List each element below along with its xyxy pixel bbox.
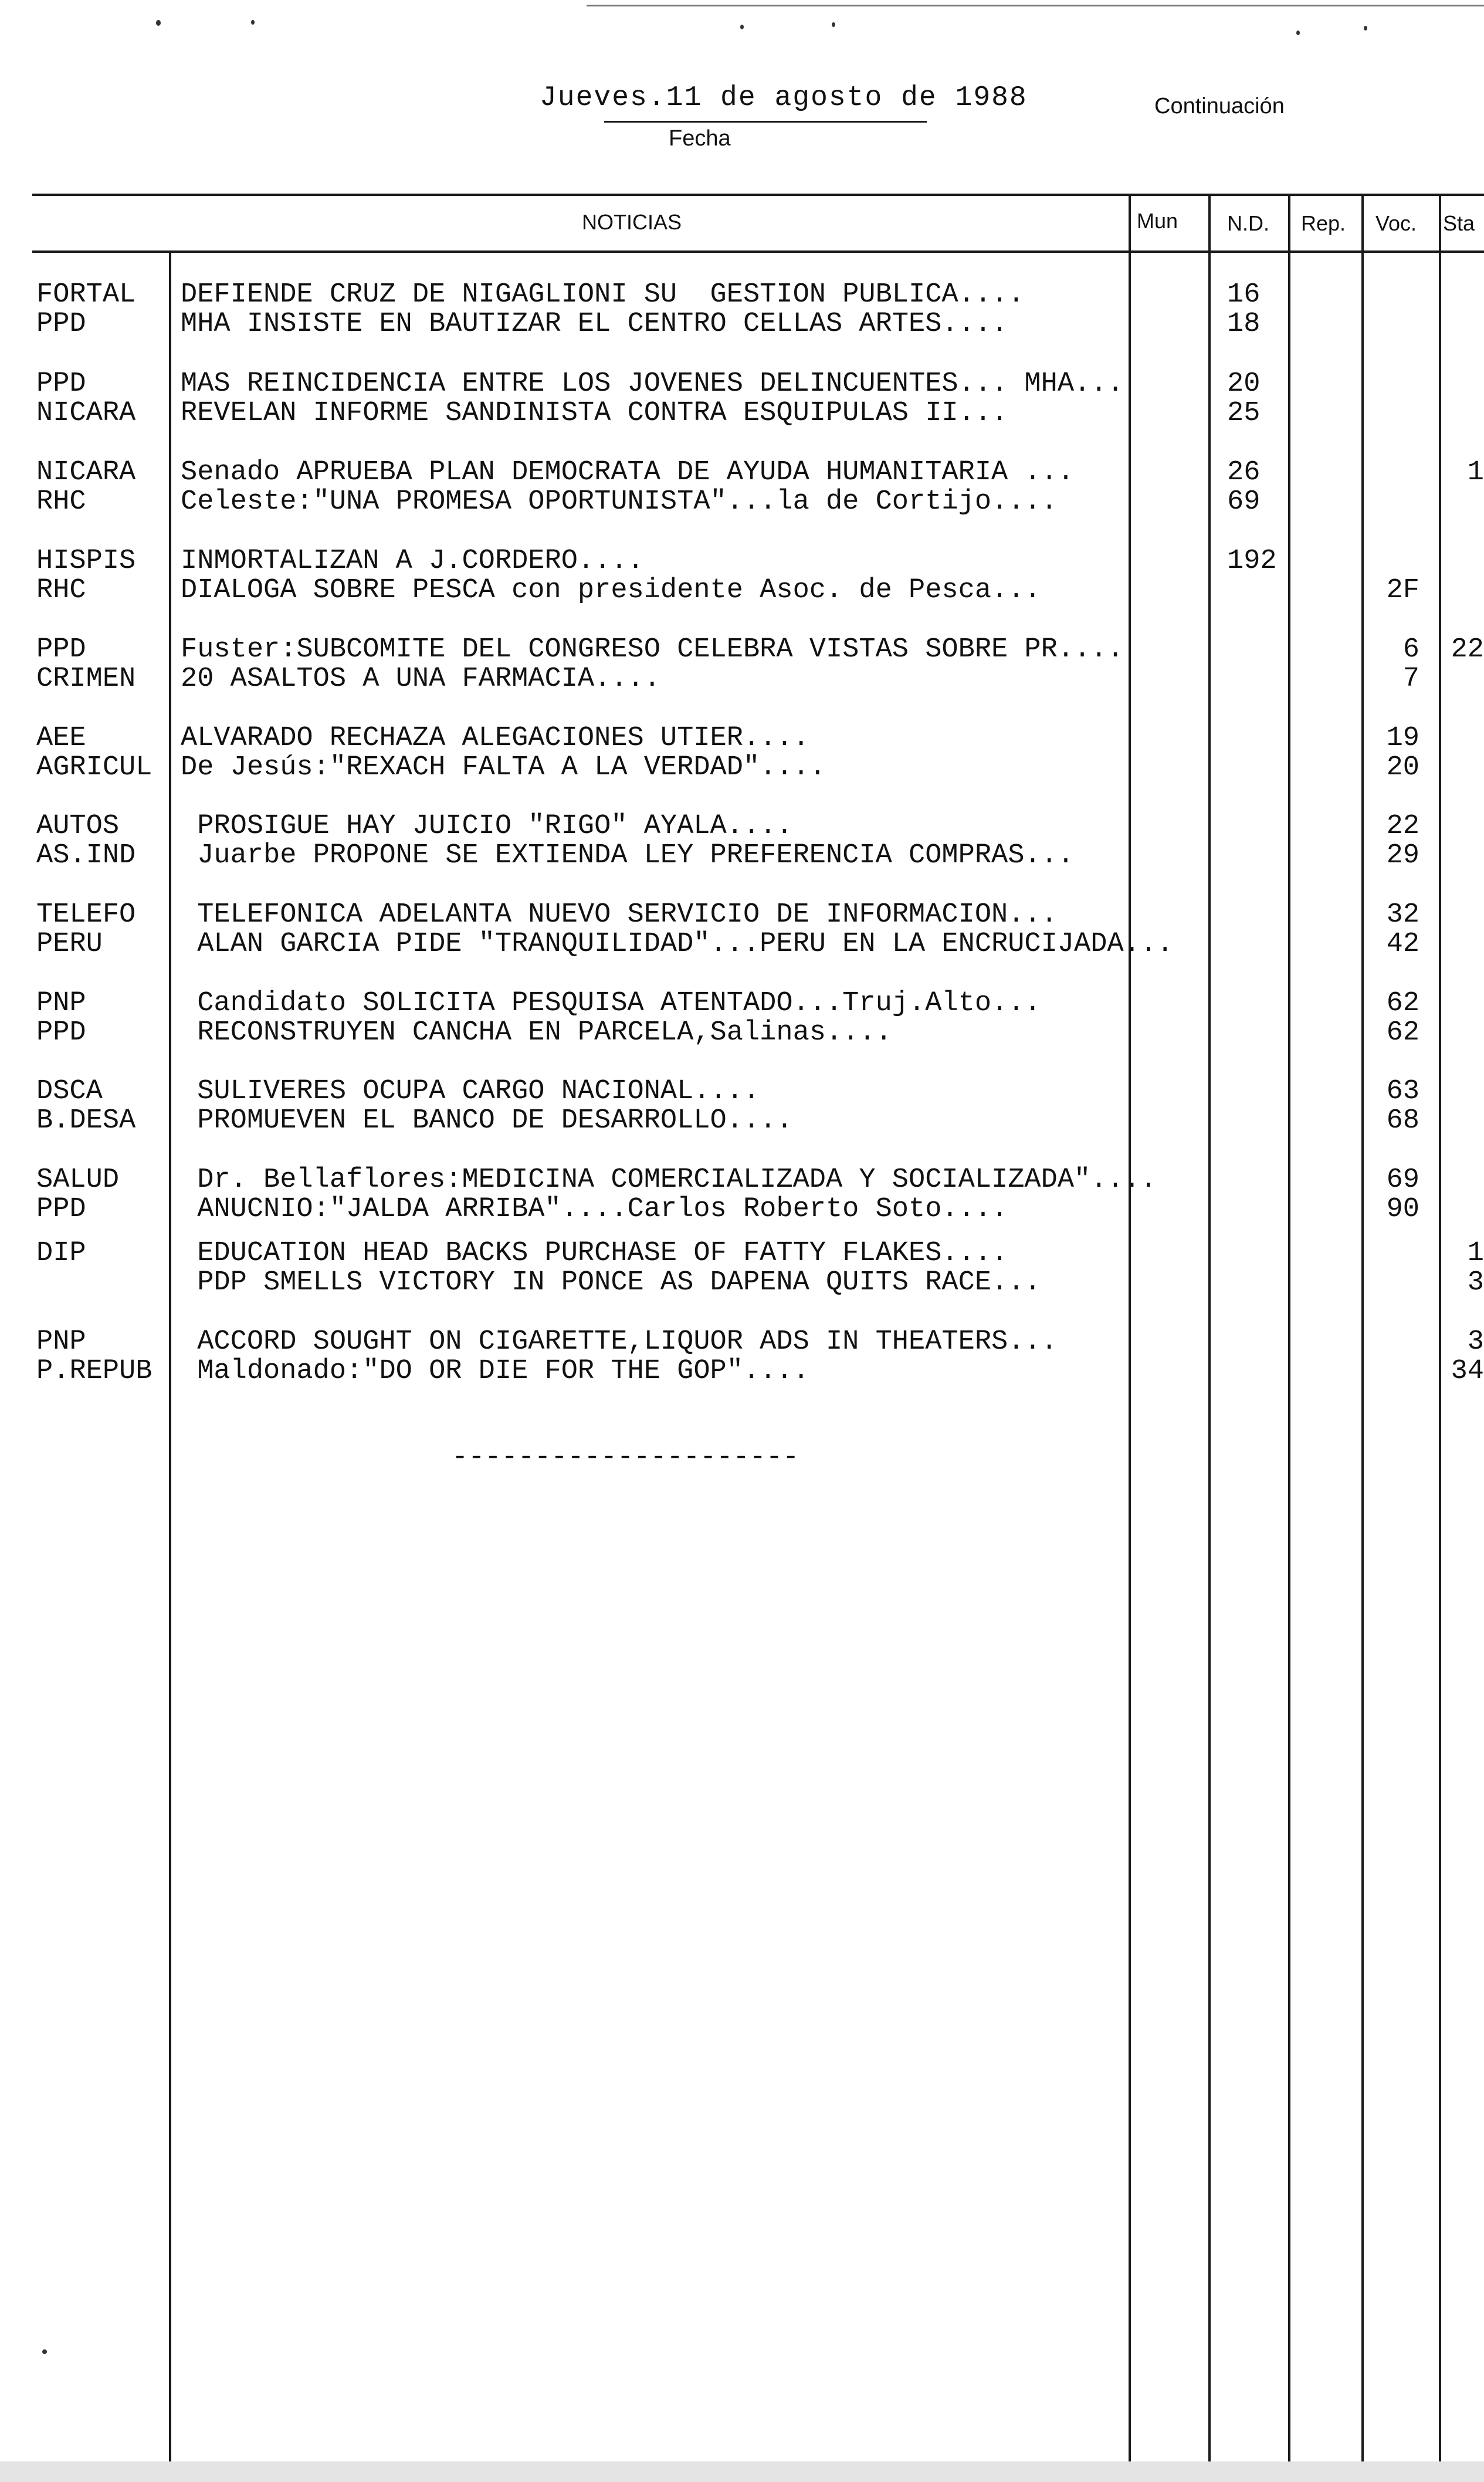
row-nd-page: 26: [1227, 457, 1261, 488]
column-rule-rep: [1361, 194, 1364, 2482]
row-voc-page: 68: [1386, 1105, 1419, 1136]
continuation-label: Continuación: [1154, 94, 1285, 118]
row-category: B.DESA: [36, 1105, 136, 1136]
row-category: DIP: [36, 1238, 86, 1269]
date-label: Fecha: [669, 126, 731, 151]
row-category: PPD: [36, 1194, 86, 1225]
row-nd-page: 16: [1227, 279, 1261, 310]
row-nd-page: 69: [1227, 486, 1261, 517]
row-sta-page: 34: [1451, 1356, 1484, 1387]
row-category: NICARA: [36, 457, 136, 488]
row-sta-page: 1: [1467, 1238, 1484, 1269]
column-rule-nd: [1288, 194, 1290, 2482]
row-category: DSCA: [36, 1076, 103, 1107]
row-category: HISPIS: [36, 546, 136, 577]
scan-speck: [156, 20, 161, 26]
scan-speck: [251, 20, 255, 25]
row-headline: SULIVERES OCUPA CARGO NACIONAL....: [181, 1076, 760, 1107]
row-category: PPD: [36, 309, 86, 340]
row-sta-page: 3: [1467, 1267, 1484, 1298]
row-headline: EDUCATION HEAD BACKS PURCHASE OF FATTY FLAKES....: [181, 1238, 1008, 1269]
row-voc-page: 2F: [1386, 575, 1419, 606]
row-category: PNP: [36, 1326, 86, 1357]
column-header-rep: Rep.: [1301, 211, 1346, 235]
row-voc-page: 7: [1402, 663, 1419, 695]
row-headline: PROMUEVEN EL BANCO DE DESARROLLO....: [181, 1105, 793, 1136]
column-rule-noticias: [1129, 194, 1131, 2482]
row-headline: Fuster:SUBCOMITE DEL CONGRESO CELEBRA VISTAS SOBRE PR....: [181, 634, 1124, 665]
row-voc-page: 29: [1386, 840, 1419, 871]
row-category: AEE: [36, 723, 86, 754]
row-headline: INMORTALIZAN A J.CORDERO....: [181, 546, 644, 577]
row-category: TELEFO: [36, 899, 136, 930]
row-headline: TELEFONICA ADELANTA NUEVO SERVICIO DE INFORMACION...: [181, 899, 1058, 930]
row-category: PPD: [36, 1017, 86, 1048]
row-category: NICARA: [36, 398, 136, 429]
bottom-scan-edge: [0, 2461, 1484, 2482]
row-category: P.REPUB: [36, 1356, 153, 1387]
column-header-sta: Sta: [1443, 211, 1475, 235]
column-header-mun: Mun: [1137, 209, 1178, 233]
row-voc-page: 42: [1386, 929, 1419, 960]
row-nd-page: 192: [1227, 546, 1277, 577]
row-voc-page: 19: [1386, 723, 1419, 754]
row-category: PPD: [36, 634, 86, 665]
row-sta-page: 22: [1451, 634, 1484, 665]
column-rule-category: [169, 252, 171, 2482]
scan-speck: [740, 25, 744, 29]
column-header-nd: N.D.: [1227, 211, 1269, 235]
row-headline: PROSIGUE HAY JUICIO "RIGO" AYALA....: [181, 811, 793, 842]
row-nd-page: 25: [1227, 398, 1261, 429]
row-voc-page: 62: [1386, 1017, 1419, 1048]
row-headline: DEFIENDE CRUZ DE NIGAGLIONI SU GESTION PUBLICA....: [181, 279, 1025, 310]
scan-speck: [1364, 26, 1367, 31]
row-category: AUTOS: [36, 811, 120, 842]
row-headline: REVELAN INFORME SANDINISTA CONTRA ESQUIPULAS II...: [181, 398, 1008, 429]
row-category: PERU: [36, 929, 103, 960]
row-headline: DIALOGA SOBRE PESCA con presidente Asoc. de Pesca...: [181, 575, 1041, 606]
row-headline: ALVARADO RECHAZA ALEGACIONES UTIER....: [181, 723, 809, 754]
row-nd-page: 18: [1227, 309, 1261, 340]
row-sta-page: 1: [1467, 457, 1484, 488]
date-underline: [604, 121, 927, 123]
row-voc-page: 90: [1386, 1194, 1419, 1225]
row-nd-page: 20: [1227, 368, 1261, 399]
top-edge-line: [587, 5, 1484, 6]
table-top-rule: [32, 194, 1484, 196]
row-voc-page: 22: [1386, 811, 1419, 842]
row-category: PNP: [36, 988, 86, 1019]
scan-speck: [1296, 31, 1300, 35]
row-headline: ACCORD SOUGHT ON CIGARETTE,LIQUOR ADS IN THEATERS...: [181, 1326, 1058, 1357]
row-headline: Celeste:"UNA PROMESA OPORTUNISTA"...la de Cortijo....: [181, 486, 1058, 517]
row-headline: De Jesús:"REXACH FALTA A LA VERDAD"....: [181, 752, 826, 783]
row-headline: Dr. Bellaflores:MEDICINA COMERCIALIZADA Y SOCIALIZADA"....: [181, 1164, 1157, 1196]
row-headline: Senado APRUEBA PLAN DEMOCRATA DE AYUDA HUMANITARIA ...: [181, 457, 1075, 488]
row-category: RHC: [36, 486, 86, 517]
row-voc-page: 69: [1386, 1164, 1419, 1196]
row-category: AGRICUL: [36, 752, 153, 783]
row-category: SALUD: [36, 1164, 120, 1196]
scan-speck: [42, 2349, 47, 2354]
column-header-voc: Voc.: [1375, 211, 1417, 235]
row-voc-page: 32: [1386, 899, 1419, 930]
row-headline: Candidato SOLICITA PESQUISA ATENTADO...Truj.Alto...: [181, 988, 1041, 1019]
row-category: PPD: [36, 368, 86, 399]
row-category: AS.IND: [36, 840, 136, 871]
row-category: RHC: [36, 575, 86, 606]
row-voc-page: 6: [1402, 634, 1419, 665]
row-category: CRIMEN: [36, 663, 136, 695]
row-headline: Maldonado:"DO OR DIE FOR THE GOP"....: [181, 1356, 809, 1387]
row-headline: RECONSTRUYEN CANCHA EN PARCELA,Salinas....: [181, 1017, 892, 1048]
row-category: FORTAL: [36, 279, 136, 310]
table-header-bottom-rule: [32, 250, 1484, 253]
row-headline: ALAN GARCIA PIDE "TRANQUILIDAD"...PERU EN LA ENCRUCIJADA...: [181, 929, 1174, 960]
date-heading: Jueves.11 de agosto de 1988: [540, 82, 1028, 114]
row-headline: MHA INSISTE EN BAUTIZAR EL CENTRO CELLAS ARTES....: [181, 309, 1008, 340]
row-headline: ANUCNIO:"JALDA ARRIBA"....Carlos Roberto Soto....: [181, 1194, 1008, 1225]
end-dashes: ---------------------: [452, 1442, 799, 1473]
row-voc-page: 62: [1386, 988, 1419, 1019]
row-headline: 20 ASALTOS A UNA FARMACIA....: [181, 663, 660, 695]
column-rule-mun: [1208, 194, 1211, 2482]
row-headline: PDP SMELLS VICTORY IN PONCE AS DAPENA QUITS RACE...: [181, 1267, 1041, 1298]
row-sta-page: 3: [1467, 1326, 1484, 1357]
row-headline: MAS REINCIDENCIA ENTRE LOS JOVENES DELINCUENTES... MHA...: [181, 368, 1124, 399]
row-headline: Juarbe PROPONE SE EXTIENDA LEY PREFERENCIA COMPRAS...: [181, 840, 1075, 871]
row-voc-page: 63: [1386, 1076, 1419, 1107]
row-voc-page: 20: [1386, 752, 1419, 783]
column-header-noticias: NOTICIAS: [582, 210, 682, 234]
scan-speck: [832, 22, 835, 27]
